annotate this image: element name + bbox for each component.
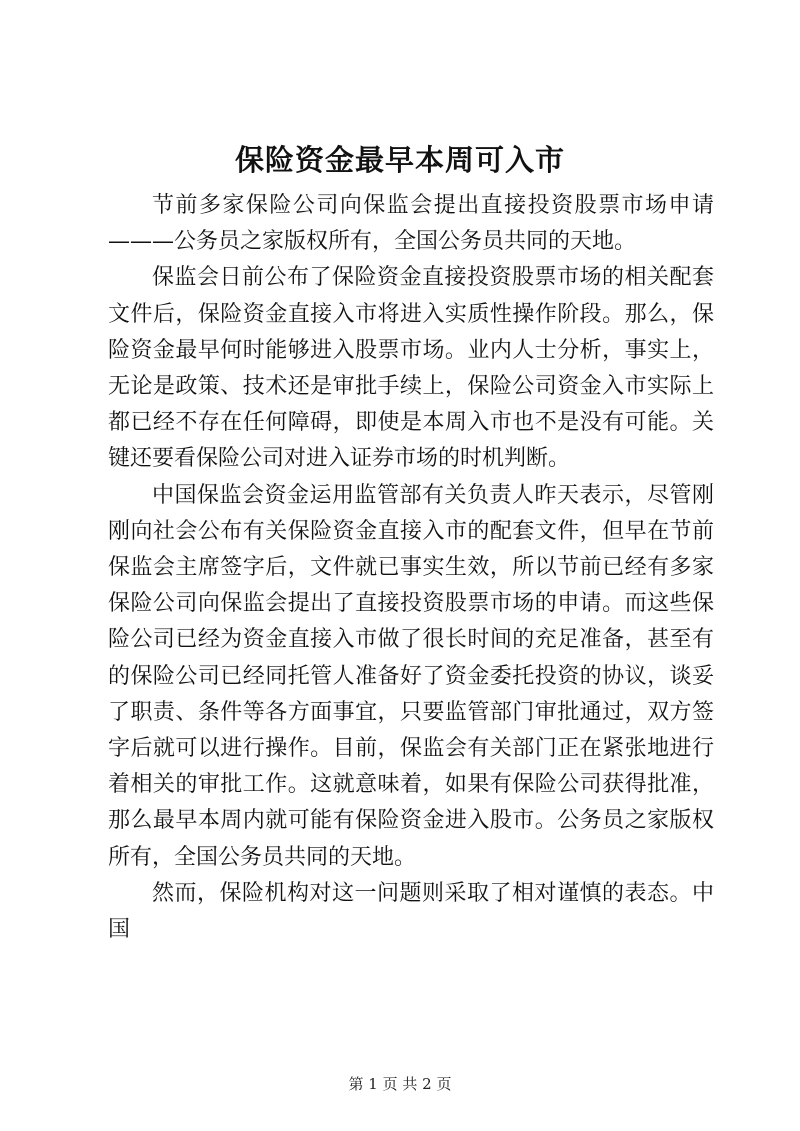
document-body (108, 188, 714, 948)
page-footer: 第 1 页 共 2 页 (348, 1075, 452, 1093)
paragraph-4: 然而，保险机构对这一问题则采取了相对谨慎的表态。中国 (108, 880, 714, 943)
paragraph-2: 保监会日前公布了保险资金直接投资股票市场的相关配套文件后，保险资金直接入市将进入实质性操作阶段。那么，保险资金最早何时能够进入股票市场。业内人士分析，事实上，无论是政策、技术还是审批手续上，保险公司资金入市实际上都已经不存在任何障碍，即使是本周入市也不是没有可能。关键还要看保险公司对进入证券市场的时机判断。 (108, 265, 714, 472)
paragraph-3: 中国保监会资金运用监管部有关负责人昨天表示，尽管刚刚向社会公布有关保险资金直接入市的配套文件，但早在节前保监会主席签字后，文件就已事实生效，所以节前已经有多家保险公司向保监会提出了直接投资股票市场的申请。而这些保险公司已经为资金直接入市做了很长时间的充足准备，甚至有的保险公司已经同托管人准备好了资金委托投资的协议，谈妥了职责、条件等各方面事宜，只要监管部门审批通过，双方签字后就可以进行操作。目前，保监会有关部门正在紧张地进行着相关的审批工作。这就意味着，如果有保险公司获得批准，那么最早本周内就可能有保险资金进入股市。公务员之家版权所有，全国公务员共同的天地。 (108, 482, 714, 870)
paragraph-1: 节前多家保险公司向保监会提出直接投资股票市场申请———公务员之家版权所有，全国公务员共同的天地。 (108, 193, 714, 255)
document-title: 保险资金最早本周可入市 (234, 143, 565, 177)
